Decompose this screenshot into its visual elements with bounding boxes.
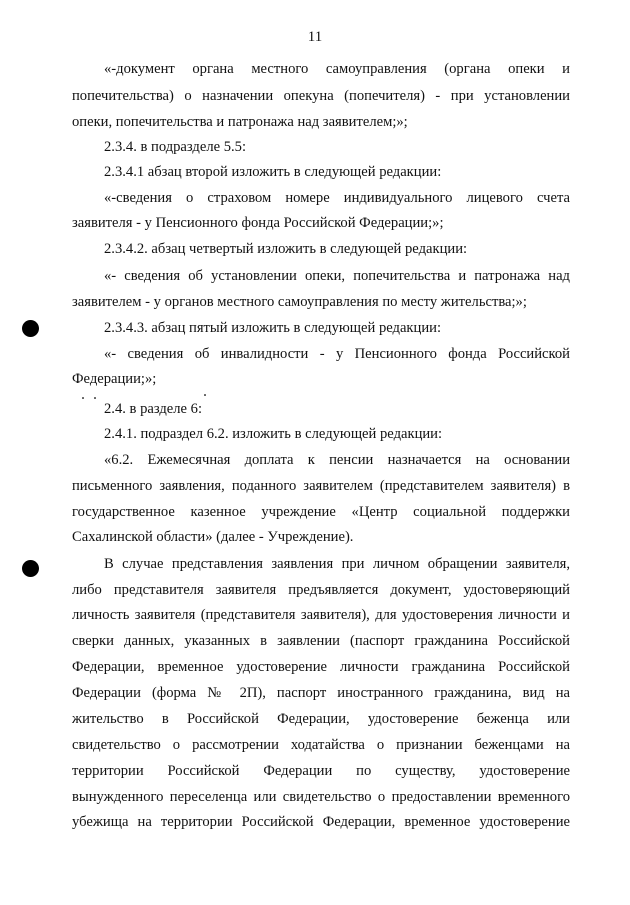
text-line: попечительства) о назначении опекуна (попечителя) - при установлении <box>72 88 570 104</box>
text-line: сверки данных, указанных в заявлении (паспорт гражданина Российской <box>72 633 570 649</box>
text-line: жительство в Российской Федерации, удостоверение беженца или <box>72 711 570 727</box>
text-line: убежища на территории Российской Федерации, временное удостоверение <box>72 814 570 830</box>
page-number: 11 <box>307 29 323 45</box>
scan-speck <box>204 394 206 396</box>
text-line: «-сведения о страховом номере индивидуального лицевого счета <box>104 190 570 206</box>
text-line: территории Российской Федерации по существу, удостоверение <box>72 763 570 779</box>
text-line: 2.3.4.2. абзац четвертый изложить в следующей редакции: <box>104 241 468 257</box>
text-line: Федерации, временное удостоверение личности гражданина Российской <box>72 659 570 675</box>
text-line: опеки, попечительства и патронажа над заявителем;»; <box>72 114 408 130</box>
punch-hole-bottom <box>22 560 39 577</box>
text-line: вынужденного переселенца или свидетельство о предоставлении временного <box>72 789 570 805</box>
text-line: заявителем - у органов местного самоуправления по месту жительства;»; <box>72 294 527 310</box>
text-line: Федерации (форма № 2П), паспорт иностранного гражданина, вид на <box>72 685 570 701</box>
scan-speck <box>94 397 96 399</box>
text-line: письменного заявления, поданного заявителем (представителем заявителя) в <box>72 478 570 494</box>
text-line: В случае представления заявления при личном обращении заявителя, <box>104 556 570 572</box>
text-line: «6.2. Ежемесячная доплата к пенсии назначается на основании <box>104 452 570 468</box>
text-line: 2.4. в разделе 6: <box>104 401 203 417</box>
text-line: либо представителя заявителя предъявляется документ, удостоверяющий <box>72 582 570 598</box>
text-line: «- сведения об установлении опеки, попечительства и патронажа над <box>104 268 570 284</box>
text-line: личность заявителя (представителя заявителя), для удостоверения личности и <box>72 607 570 623</box>
text-line: заявителя - у Пенсионного фонда Российской Федерации;»; <box>72 215 444 231</box>
text-line: 2.4.1. подраздел 6.2. изложить в следующей редакции: <box>104 426 443 442</box>
text-line: «- сведения об инвалидности - у Пенсионного фонда Российской <box>104 346 570 362</box>
text-line: свидетельство о рассмотрении ходатайства о признании беженцами на <box>72 737 570 753</box>
text-line: 2.3.4.3. абзац пятый изложить в следующей редакции: <box>104 320 442 336</box>
scan-speck <box>82 397 84 399</box>
text-line: 2.3.4.1 абзац второй изложить в следующей редакции: <box>104 164 442 180</box>
text-line: государственное казенное учреждение «Центр социальной поддержки <box>72 504 570 520</box>
punch-hole-top <box>22 320 39 337</box>
text-line: Сахалинской области» (далее - Учреждение). <box>72 529 354 545</box>
text-line: Федерации;»; <box>72 371 157 387</box>
text-line: 2.3.4. в подразделе 5.5: <box>104 139 247 155</box>
text-line: «-документ органа местного самоуправления (органа опеки и <box>104 61 570 77</box>
